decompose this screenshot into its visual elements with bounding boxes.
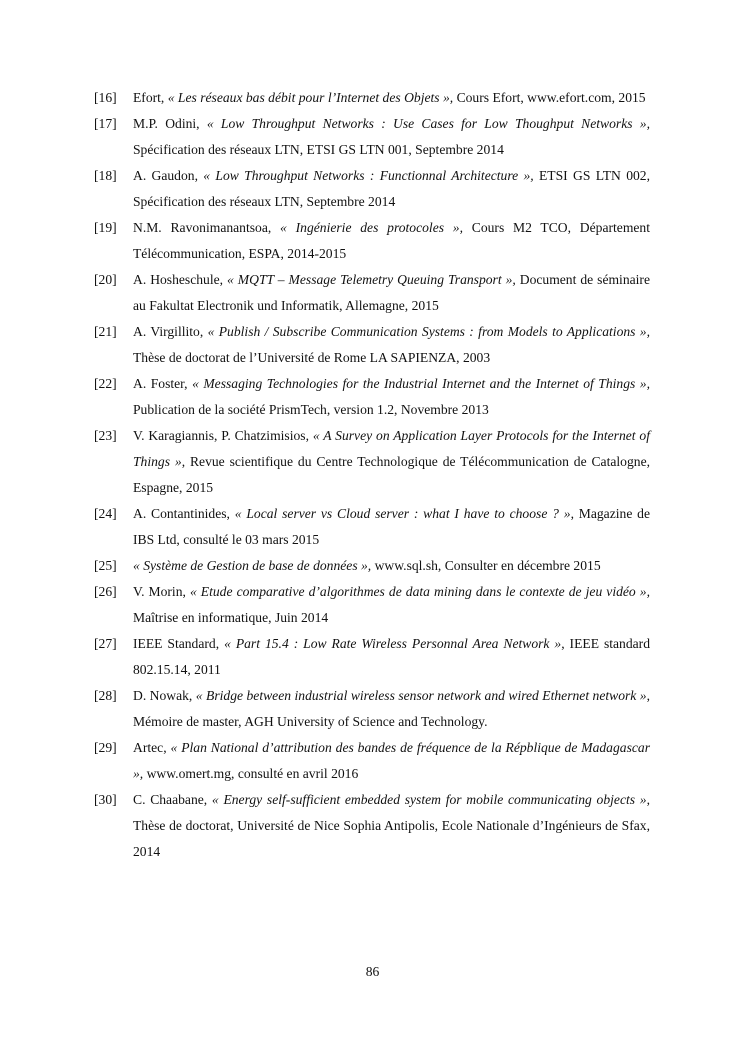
- reference-title: « Système de Gestion de base de données »,: [133, 558, 372, 573]
- reference-number: [20]: [94, 272, 117, 287]
- reference-text: M.P. Odini, « Low Throughput Networks : Use Cases for Low Thoughput Networks », Spécification des réseaux LTN, ETSI GS LTN 001, Septembre 2014: [133, 116, 650, 157]
- reference-title: « Etude comparative d’algorithmes de data mining dans le contexte de jeu vidéo »,: [189, 584, 650, 599]
- reference-item: [94, 501, 650, 553]
- reference-item: [94, 683, 650, 735]
- reference-number: [16]: [94, 90, 117, 105]
- reference-text: A. Hosheschule, « MQTT – Message Telemetry Queuing Transport », Document de séminaire au Fakultat Electronik und Informatik, Allemagne, 2015: [133, 272, 650, 313]
- reference-number: [22]: [94, 376, 117, 391]
- reference-text: Efort, « Les réseaux bas débit pour l’Internet des Objets », Cours Efort, www.efort.com, 2015: [133, 90, 646, 105]
- reference-title: « Publish / Subscribe Communication Systems : from Models to Applications »,: [207, 324, 651, 339]
- reference-item: [94, 631, 650, 683]
- reference-title: « Bridge between industrial wireless sensor network and wired Ethernet network »: [195, 688, 647, 703]
- reference-item: [94, 319, 650, 371]
- reference-number: [19]: [94, 220, 117, 235]
- reference-item: [94, 371, 650, 423]
- reference-number: [18]: [94, 168, 117, 183]
- reference-item: [94, 553, 650, 579]
- reference-title: « Plan National d’attribution des bandes de fréquence de la Répblique de Madagascar »,: [133, 740, 650, 781]
- reference-text: A. Virgillito, « Publish / Subscribe Communication Systems : from Models to Applications », Thèse de doctorat de l’Université de Rome LA SAPIENZA, 2003: [133, 324, 651, 365]
- reference-text: IEEE Standard, « Part 15.4 : Low Rate Wireless Personnal Area Network », IEEE standard 802.15.14, 2011: [133, 636, 650, 677]
- reference-item: [94, 787, 650, 865]
- reference-text: Artec, « Plan National d’attribution des bandes de fréquence de la Répblique de Madagascar », www.omert.mg, consulté en avril 2016: [133, 740, 650, 781]
- reference-text: C. Chaabane, « Energy self-sufficient embedded system for mobile communicating objects », Thèse de doctorat, Université de Nice Sophia Antipolis, Ecole Nationale d’Ingénieurs de Sfax, 2014: [133, 792, 650, 859]
- reference-item: [94, 85, 650, 111]
- reference-title: « Part 15.4 : Low Rate Wireless Personnal Area Network »: [224, 636, 562, 651]
- reference-text: N.M. Ravonimanantsoa, « Ingénierie des protocoles », Cours M2 TCO, Département Télécommunication, ESPA, 2014-2015: [133, 220, 650, 261]
- reference-title: « Energy self-sufficient embedded system for mobile communicating objects »: [211, 792, 647, 807]
- reference-item: [94, 215, 650, 267]
- reference-text: V. Morin, « Etude comparative d’algorithmes de data mining dans le contexte de jeu vidéo », Maîtrise en informatique, Juin 2014: [133, 584, 650, 625]
- reference-text: A. Foster, « Messaging Technologies for the Industrial Internet and the Internet of Things », Publication de la société PrismTech, version 1.2, Novembre 2013: [133, 376, 650, 417]
- reference-item: [94, 423, 650, 501]
- reference-number: [24]: [94, 506, 117, 521]
- reference-number: [21]: [94, 324, 117, 339]
- reference-text: V. Karagiannis, P. Chatzimisios, « A Survey on Application Layer Protocols for the Internet of Things », Revue scientifique du Centre Technologique de Télécommunication de Catalogne, Espagne, 2015: [133, 428, 650, 495]
- reference-title: « A Survey on Application Layer Protocols for the Internet of Things »: [133, 428, 650, 469]
- reference-title: « Ingénierie des protocoles »,: [280, 220, 463, 235]
- reference-text: « Système de Gestion de base de données », www.sql.sh, Consulter en décembre 2015: [133, 558, 601, 573]
- reference-title: « Low Throughput Networks : Functionnal Architecture »,: [203, 168, 534, 183]
- reference-item: [94, 267, 650, 319]
- reference-number: [26]: [94, 584, 117, 599]
- reference-number: [17]: [94, 116, 117, 131]
- reference-title: « Messaging Technologies for the Industrial Internet and the Internet of Things »,: [192, 376, 650, 391]
- reference-list: [94, 85, 650, 865]
- reference-text: D. Nowak, « Bridge between industrial wireless sensor network and wired Ethernet network », Mémoire de master, AGH University of Science and Technology.: [133, 688, 650, 729]
- reference-number: [30]: [94, 792, 117, 807]
- reference-text: A. Gaudon, « Low Throughput Networks : Functionnal Architecture », ETSI GS LTN 002, Spécification des réseaux LTN, Septembre 2014: [133, 168, 650, 209]
- reference-title: « Local server vs Cloud server : what I have to choose ? »: [234, 506, 571, 521]
- reference-number: [27]: [94, 636, 117, 651]
- reference-number: [29]: [94, 740, 117, 755]
- page-number: 86: [365, 964, 380, 979]
- reference-title: « MQTT – Message Telemetry Queuing Transport »,: [227, 272, 516, 287]
- reference-item: [94, 735, 650, 787]
- reference-number: [28]: [94, 688, 117, 703]
- reference-number: [23]: [94, 428, 117, 443]
- reference-number: [25]: [94, 558, 117, 573]
- reference-item: [94, 579, 650, 631]
- reference-title: « Les réseaux bas débit pour l’Internet des Objets »,: [167, 90, 454, 105]
- reference-item: [94, 163, 650, 215]
- reference-item: [94, 111, 650, 163]
- reference-text: A. Contantinides, « Local server vs Cloud server : what I have to choose ? », Magazine de IBS Ltd, consulté le 03 mars 2015: [133, 506, 650, 547]
- reference-title: « Low Throughput Networks : Use Cases for Low Thoughput Networks »,: [206, 116, 650, 131]
